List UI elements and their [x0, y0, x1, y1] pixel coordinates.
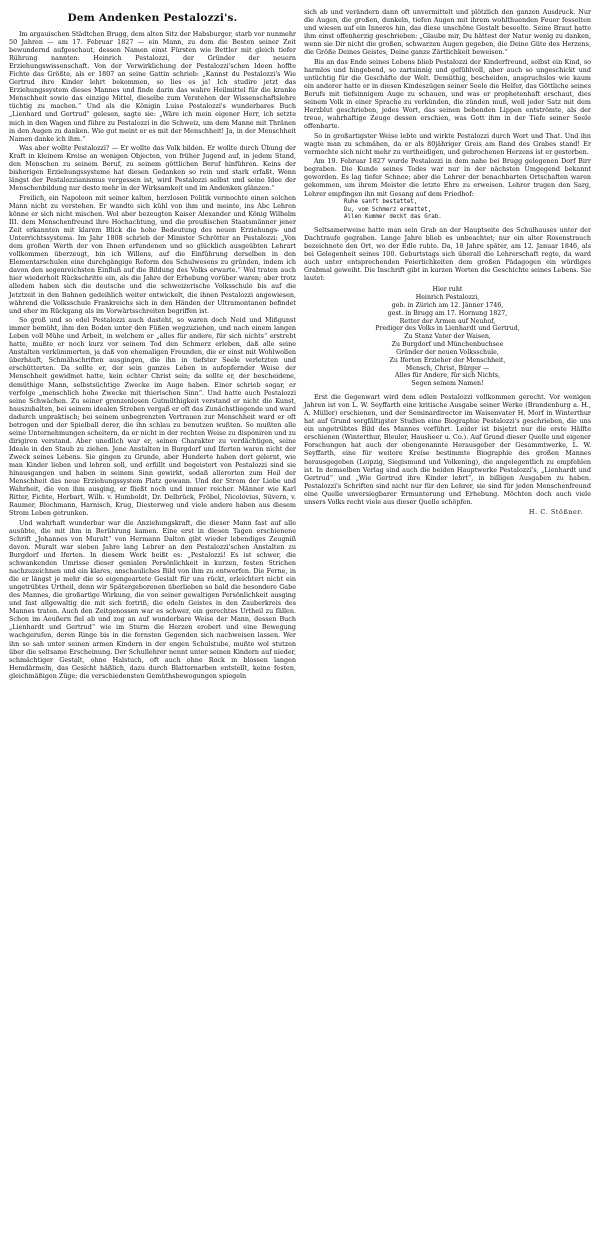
inscription-line: Prediger des Volks in Lienhardt und Gertrud, — [375, 325, 520, 333]
grave-inscription — [304, 286, 591, 388]
hymn-verse — [344, 199, 591, 222]
inscription-line: geb. in Zürich am 12. Jänner 1746, — [391, 301, 504, 309]
inscription-line: Zu Stanz Vater der Waisen, — [404, 333, 491, 341]
verse-line: Ruhe sanft bestattet, — [344, 199, 418, 206]
left-column — [9, 8, 296, 681]
article-title: Dem Andenken Pestalozzi's. — [67, 12, 238, 24]
paragraph: Am 19. Februar 1827 wurde Pestalozzi in dem nahe bei Brugg gelegenen Dorf Birr begraben. Die Kunde seines Todes war nur in der nächsten Umgegend bekannt geworden. Es lag tiefer Schnee; aber die Lehrer der benachbarten Ortschaften waren gekommen, um ihrem Meister die letzte Ehre zu erweisen. Lehrer trugen den Sarg, Lehrer empfingen ihn mit Gesang auf dem Friedhof: — [304, 157, 591, 198]
article-columns — [9, 8, 591, 681]
paragraph: Erst die Gegenwart wird dem edlen Pestalozzi vollkommen gerecht. Vor wenigen Jahren ist von L. W. Seyffarth eine kritische Ausgabe seiner Werke (Brandenburg a. H., A. Müller) erschienen, und der Seminardirector im Waisenvater H. Morf in Winterthur hat auf Grund sorgfältigster Studien eine Biographie Pestalozzi's geschrieben, die uns ein ungetrübtes Bild des Mannes vorführt. Leider ist bisjetzt nur die erste Hälfte erschienen (Winterthur, Bleuler, Hausheer u. Co.). Auf Grund dieser Quelle und eigener Forschungen hat auch der obengenannte Herausgeber der Gesammtwerke, L. W. Seyffarth, eine für weitere Kreise bestimmte Biographie des großen Mannes herausgegeben (Leipzig, Siegismund und Volkening), die angelegentlich zu empfehlen ist. In demselben Verlag sind auch die beiden Hauptwerke Pestalozzi's, „Lienhardt und Gertrud“ und „Wie Gertrud ihre Kinder lehrt“, in billigen Ausgaben zu haben. Pestalozzi's Schriften sind nicht nur für den Lehrer, sie sind für jeden Menschenfreund eine Quelle unversiegbarer Ermunterung und Erhebung. Möchten doch auch viele unsers Volks recht viele aus dieser Quelle schöpfen. — [304, 393, 591, 506]
inscription-line: Mensch, Christ, Bürger — — [405, 364, 490, 372]
author-signature: H. C. Stößner. — [528, 507, 583, 516]
inscription-line: Retter der Armen auf Neuhof, — [399, 317, 496, 325]
inscription-line: Hier ruht — [432, 286, 463, 294]
paragraph: Im argauischen Städtchen Brugg, dem alten Sitz der Habsburger, starb vor nunmehr 50 Jahren — am 17. Februar 1827 — ein Mann, zu dem die Besten seiner Zeit bewundernd aufgeschaut, dessen Namen einst Fürsten wie Bettler mit gleich tiefer Rührung nannten: Heinrich Pestalozzi, der Gründer der neuern Erziehungswissenschaft. Von der Verwirklichung der Pestalozzi'schen Ideen hoffte Fichte das Größte, als er 1807 an seine Gattin schrieb: „Kannst du Pestalozzi's Wie Gertrud ihre Kinder lehrt bekommen, so lies es ja! Ich studire jetzt das Erziehungssystem dieses Mannes und finde darin das wahre Heilmittel für die kranke Menschheit sowie das einzige Mittel, dieselbe zum Verstehen der Wissenschaftslehre tüchtig zu machen.“ Und als die Königin Luise Pestalozzi's wunderbares Buch „Lienhard und Gertrud“ gelesen, sagte sie: „Wäre ich mein eigener Herr, ich setzte mich in den Wagen und führe zu Pestalozzi in die Schweiz, um dem Manne mit Thränen in den Augen zu danken. Wie gut meint er es mit der Menschheit! Ja, in der Menschheit Namen danke ich ihm.“ — [9, 30, 296, 143]
paragraph: Was aber wollte Pestalozzi? — Er wollte das Volk bilden. Er wollte durch Übung der Kraft in kleinem Kreise an wenigen Objecten, von früher Jugend auf, in jedem Stand, den Menschen zu seinem Beruf, zu seinem göttlichen Beruf hinführen. Keins der bisherigen Erziehungssysteme hat diesen Gedanken so rein und stark erfaßt. Wenn längst der Pestalozzianismus vergessen ist, wird Pestalozzi selbst und seine Idee der Menschenbildung nur desto mehr in der Wirksamkeit und im Andenken glänzen.“ — [9, 144, 296, 193]
verse-line: Allen Kummer deckt das Grab. — [344, 214, 442, 221]
inscription-line: Alles für Andere, für sich Nichts, — [394, 372, 501, 380]
paragraph: Und wahrhaft wunderbar war die Anziehungskraft, die dieser Mann fast auf alle ausübte, die mit ihm in Berührung kamen. Eine erst in diesen Tagen erschienene Schrift „Johannes von Muralt“ von Hermann Dalton gibt wieder lebendiges Zeugniß davon. Muralt war sieben Jahre lang Lehrer an den Pestalozzi'schen Anstalten zu Burgdorf und Iferten. In diesem Werk heißt es: „Pestalozzi! Es ist schwer, die schwankenden Umrisse dieser genialen Persönlichkeit in kurzen, festen Strichen nachzuzeichnen und ein klares, anschauliches Bild von ihm zu entwerfen. Die Ferne, in die er längst je mehr die so eigengeartete Gestalt für uns rückt, erleichtert nicht ein ungetrübtes Urtheil, denn wir Spätergeborenen überlieben so bald die besondere Gabe des Mannes, die großartige Wirkung, die von seiner gewaltigen Persönlichkeit ausging und fast allgewaltig die mit sich fortriß, die edeln Geistes in den Zauberkreis des Mannes traten. Auch den Zeitgenossen war es schwer, ein gerechtes Urtheil zu fällen. Schon im Aeußern fiel ab und zog an auf wunderbare Weise der Mann, dessen Buch „Lienhardt und Gertrud“ wie im Sturm die Herzen erobert und eine Bewegung wachgerufen, deren Ringe bis in die fernsten Gegenden sich nachweisen lassen. Wer ihn so sah unter seinen armen Kindern in der engen Schulstube, mußte wol stutzen über die seltsame Erscheinung. Der Schullehrer nennt unter seinen Kindern auf nieder, schmächtiger Gestalt, ohne Halstuch, oft auch ohne Rock in blossen langen Hemdärmeln, das Gesicht häßlich, dazu durch Blatternarben entstellt, keine festen, gleichmäßigen Züge; die verschiedensten Gemüthsbewegungen spiegeln — [9, 518, 296, 680]
paragraph: Bis an das Ende seines Lebens blieb Pestalozzi der Kinderfreund, selbst ein Kind, so harmlos und hingebend, so zartsinnig und gefühlvoll, aber auch so ungeschickt und untüchtig für die Geschäfte der Welt. Demüthig, bescheiden, anspruchslos wie kaum ein anderer hatte er in diesen Kindeszügen seiner Seele die Helfer, das Göttliche seines Berufs mit tiefsinnigem Auge zu schauen, und was er prophetenhaft erschaut, dies seinem Volk in einer Sprache zu verkünden, die zünden muß, weil jeder Satz mit dem Herzblut geschrieben, jedes Wort, das seinen bebenden Lippen entströmte, als der treue, wahrhaftige Zeuge dessen erschien, was Gott ihm in der Tiefe seiner Seele offenbarte. — [304, 57, 591, 131]
verse-line: Du, vom Schmerz ermattet, — [344, 206, 432, 213]
paragraph: So groß und so edel Pestalozzi auch dasteht, so waren doch Neid und Mißgunst immer bemüht, ihm den Boden unter den Füßen wegzuziehen, und nach einem langen Leben voll Mühe und Arbeit, in welchem er „alles für andere, für sich nichts“ erstrebt hatte, mußte er noch kurz vor seinem Tod den Schmerz erleben, daß alle seine Anstalten verkümmerten, ja daß von ehemaligen Freunden, die er einst mit Wohlwollen überhäuft, Schmähschriften ausgingen, die ihn in tiefster Seele verletzten und erschütterten. Da sollte er, der sein ganzes Leben in aufopfernder Weise der Menschheit gewidmet hatte, kein echter Christ sein; da sollte er, der bescheidene, demüthige Mann, selbstsüchtige Zwecke im Auge haben. Einer schrieb sogar, er verfolge „menschlich hohe Zwecke mit thierischen Sinn“. Und hatte auch Pestalozzi seine Schwächen. Zu seiner grenzenlosen Gutmüthigkeit verstand er nicht die Kunst, hauszuhalten, bei seinem idealen Streben vergaß er oft das Zunächstliegende und ward dadurch unpraktisch; bei seinem unbegrenzten Vertrauen zur Menschheit ward er oft betrogen und der Spielball derer, die ihn schlau zu benutzen wußten. So mußten alle seine Unternehmungen scheitern, da er nicht in der rechten Weise zu disponiren und zu dirigiren verstand. Aber unedlich war er, seinen Charakter zu verdächtigen, seine Ideale in den Staub zu ziehen. Jene Anstalten in Burgdorf und Iferten waren nicht der Zweck seines Lebens. Sie gingen zu Grunde, aber Hunderte haben dort gelernt, wie man Kinder lieben und lehren soll, und erfüllt und begeistert von Pestalozzi sind sie hinausgangen und haben in seinem Sinn gewirkt, sodaß allerorten zum Heil der Menschheit das neue Erziehungssystem Platz gewann. Und der Strom der Liebe und Wahrheit, die von ihm ausging, er fließt noch und immer reicher. Männer wie Karl Ritter, Fichte, Herbart, Wilh. v. Humboldt, Dr. Delbrück, Fröbel, Nicolovius, Süvern, v. Raumer, Blochmann, Harnisch, Krug, Diesterweg und viele andere haben aus diesem Strom Leben getrunken. — [9, 316, 296, 518]
inscription-line: Heinrich Pestalozzi, — [415, 294, 480, 302]
inscription-line: Gründer der neuen Volksschule, — [396, 348, 499, 356]
right-column — [304, 8, 591, 681]
paragraph: So in großartigster Weise lebte und wirkte Pestalozzi durch Wort und That. Und ihn wagte man zu schmähen, da er als 80jähriger Greis am Rand des Grabes stand! Er vermochte sich nicht mehr zu vertheidigen, und gebrochenen Herzens ist er gestorben. — [304, 131, 591, 156]
inscription-line: Zu Iferten Erzieher der Menschheit, — [389, 356, 506, 364]
inscription-line: Segen seinem Namen! — [411, 380, 484, 388]
paragraph: Freilich, ein Napoleon mit seiner kalten, herzlosen Politik vermochte einen solchen Mann nicht zu verstehen. Er wandte sich kühl von ihm und meinte, ins Abc Lehren könne er sich nicht mischen. Wol aber bezeugten Kaiser Alexander und König Wilhelm III. dem Menschenfreund ihre Hochachtung, und die preußischen Staatsmänner jener Zeit erkannten mit klarem Blick die hohe Bedeutung des neuen Erziehungs- und Unterrichtssystems. Im Jahr 1808 schrieb der Minister Schrötter an Pestalozzi: „Von dem großen Werth der von Ihnen erfundenen und so glücklich ausgeübten Lehrart vollkommen überzeugt, bin ich Willens, auf die Einführung derselben in den Elementarschulen eine durchgängige Reform des Schulwesens zu gründen, indem ich davon den segenreichsten Einfluß auf die Bildung des Volks erwarte.“ Wol traten auch hier wiederholt Rückschritte ein, als die Jahre der Erhebung vorüber waren; aber trotz alledem haben sich die deutsche und die schweizerische Volksschule bis auf die Jetztzeit in den Bahnen gedeihlich weiter entwickelt, die ihnen Pestalozzi angewiesen, während die Volksschule Frankreichs sich in den Händen der Ultramontanen befindet und eher im Rückgang als im Vorwärtsschreiten begriffen ist. — [9, 193, 296, 315]
inscription-line: gest. in Brugg am 17. Hornung 1827, — [387, 309, 508, 317]
paragraph: Seltsamerweise hatte man sein Grab an der Hauptseite des Schulhauses unter der Dachtraufe gegraben. Lange Jahre blieb es unbeachtet; nur ein alter Rosenstrauch bezeichnete den Ort, wo der Edle ruhte. Da, 18 Jahre später, am 12. Januar 1846, als bei Gelegenheit seines 100. Geburtstags sich überall die Lehrerschaft regte, da ward auch unter entsprechenden Feierlichkeiten dem großen Pädagogen ein würdiges Grabmal geweiht. Die Inschrift gibt in kurzen Worten die Geschichte seines Lebens. Sie lautet: — [304, 225, 591, 283]
inscription-line: Zu Burgdorf und Münchenbuchsee — [391, 341, 504, 349]
paragraph: sich ab und verändern dann oft unvermittelt und plötzlich den ganzen Ausdruck. Nur die Augen, die großen, dunkeln, tiefen Augen mit ihrem wohlthuenden Feuer fesselten und wiesen auf ein Inneres hin, das diese unschöne Gestalt beseelte. Seine Braut hatte ihm einst offenherzig geschrieben: „Glaube mir, Du hättest der Natur wenig zu danken, wenn sie Dir nicht die großen, schwarzen Augen gegeben, die Deine Güte des Herzens, die Größe Deines Geistes, Deine ganze Zärtlichkeit beweisen.“ — [304, 8, 591, 57]
